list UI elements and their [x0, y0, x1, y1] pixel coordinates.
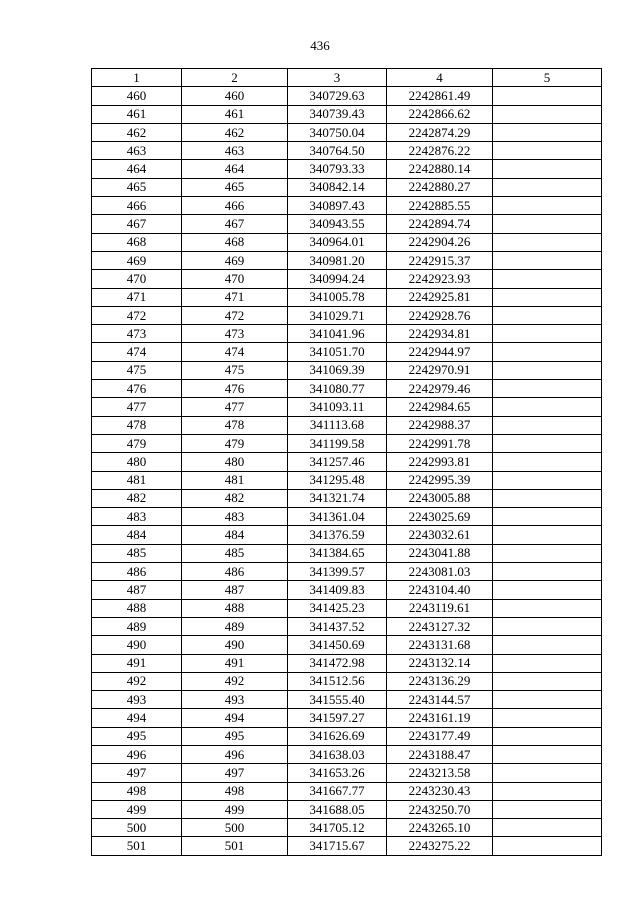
- table-cell-col-4: 2242874.29: [387, 123, 493, 141]
- page-number: 436: [310, 38, 330, 53]
- table-cell-col-3: 341257.46: [288, 453, 387, 471]
- table-cell-col-4: 2243104.40: [387, 581, 493, 599]
- table-cell-col-1: 496: [92, 745, 182, 763]
- table-cell-col-2: 463: [182, 142, 288, 160]
- table-cell-col-1: 469: [92, 251, 182, 269]
- table-cell-col-1: 482: [92, 489, 182, 507]
- table-cell-col-1: 473: [92, 325, 182, 343]
- table-cell-col-3: 341069.39: [288, 361, 387, 379]
- table-cell-col-1: 491: [92, 654, 182, 672]
- table-header-row: [92, 69, 602, 87]
- table-cell-col-2: 486: [182, 563, 288, 581]
- table-cell-col-3: 341597.27: [288, 709, 387, 727]
- table-cell-col-5: [493, 178, 602, 196]
- table-cell-col-2: 468: [182, 233, 288, 251]
- table-cell-col-2: 497: [182, 764, 288, 782]
- table-row: [92, 672, 602, 690]
- table-cell-col-4: 2243250.70: [387, 800, 493, 818]
- table-cell-col-2: 481: [182, 471, 288, 489]
- table-cell-col-5: [493, 709, 602, 727]
- table-cell-col-3: 340964.01: [288, 233, 387, 251]
- table-cell-col-1: 495: [92, 727, 182, 745]
- table-cell-col-5: [493, 636, 602, 654]
- table-cell-col-2: 472: [182, 306, 288, 324]
- table-row: [92, 215, 602, 233]
- column-header-2: 2: [182, 69, 288, 87]
- table-cell-col-3: 340897.43: [288, 197, 387, 215]
- column-header-5: 5: [493, 69, 602, 87]
- table-cell-col-5: [493, 453, 602, 471]
- table-cell-col-2: 479: [182, 434, 288, 452]
- column-header-3: 3: [288, 69, 387, 87]
- table-cell-col-4: 2243041.88: [387, 544, 493, 562]
- table-cell-col-2: 494: [182, 709, 288, 727]
- table-cell-col-2: 491: [182, 654, 288, 672]
- table-row: [92, 416, 602, 434]
- table-cell-col-4: 2242904.26: [387, 233, 493, 251]
- table-cell-col-5: [493, 270, 602, 288]
- table-cell-col-2: 500: [182, 819, 288, 837]
- column-header-4: 4: [387, 69, 493, 87]
- table-cell-col-5: [493, 782, 602, 800]
- table-cell-col-5: [493, 233, 602, 251]
- table-cell-col-1: 497: [92, 764, 182, 782]
- table-cell-col-1: 498: [92, 782, 182, 800]
- table-row: [92, 544, 602, 562]
- table-cell-col-1: 500: [92, 819, 182, 837]
- table-cell-col-1: 475: [92, 361, 182, 379]
- table-cell-col-3: 341667.77: [288, 782, 387, 800]
- table-cell-col-1: 472: [92, 306, 182, 324]
- table-row: [92, 837, 602, 855]
- table-cell-col-1: 490: [92, 636, 182, 654]
- table-cell-col-3: 341425.23: [288, 599, 387, 617]
- table-cell-col-3: 340750.04: [288, 123, 387, 141]
- table-cell-col-4: 2243127.32: [387, 617, 493, 635]
- table-cell-col-4: 2242991.78: [387, 434, 493, 452]
- table-cell-col-1: 478: [92, 416, 182, 434]
- table-cell-col-3: 340994.24: [288, 270, 387, 288]
- table-cell-col-1: 481: [92, 471, 182, 489]
- table-cell-col-2: 489: [182, 617, 288, 635]
- table-cell-col-3: 341361.04: [288, 508, 387, 526]
- table-cell-col-4: 2243265.10: [387, 819, 493, 837]
- table-cell-col-5: [493, 306, 602, 324]
- table-cell-col-3: 341638.03: [288, 745, 387, 763]
- table-cell-col-4: 2242880.14: [387, 160, 493, 178]
- table-cell-col-4: 2243177.49: [387, 727, 493, 745]
- table-row: [92, 306, 602, 324]
- table-cell-col-3: 341029.71: [288, 306, 387, 324]
- table-cell-col-1: 484: [92, 526, 182, 544]
- table-cell-col-5: [493, 691, 602, 709]
- table-row: [92, 123, 602, 141]
- table-cell-col-2: 471: [182, 288, 288, 306]
- table-cell-col-4: 2243081.03: [387, 563, 493, 581]
- table-cell-col-4: 2243275.22: [387, 837, 493, 855]
- table-cell-col-2: 478: [182, 416, 288, 434]
- table-cell-col-4: 2242988.37: [387, 416, 493, 434]
- table-cell-col-2: 487: [182, 581, 288, 599]
- table-cell-col-3: 341080.77: [288, 380, 387, 398]
- table-cell-col-3: 340764.50: [288, 142, 387, 160]
- table-cell-col-3: 341051.70: [288, 343, 387, 361]
- table-cell-col-4: 2242934.81: [387, 325, 493, 343]
- table-cell-col-3: 341437.52: [288, 617, 387, 635]
- table-row: [92, 709, 602, 727]
- table-cell-col-2: 477: [182, 398, 288, 416]
- table-cell-col-4: 2242923.93: [387, 270, 493, 288]
- table-cell-col-1: 485: [92, 544, 182, 562]
- table-row: [92, 691, 602, 709]
- table-cell-col-2: 501: [182, 837, 288, 855]
- table-row: [92, 270, 602, 288]
- table-cell-col-2: 465: [182, 178, 288, 196]
- coordinates-table: [91, 68, 602, 856]
- table-cell-col-4: 2243119.61: [387, 599, 493, 617]
- table-cell-col-2: 466: [182, 197, 288, 215]
- table-row: [92, 526, 602, 544]
- table-cell-col-4: 2242894.74: [387, 215, 493, 233]
- table-cell-col-4: 2243144.57: [387, 691, 493, 709]
- table-cell-col-3: 341705.12: [288, 819, 387, 837]
- table-row: [92, 197, 602, 215]
- table-cell-col-5: [493, 288, 602, 306]
- table-cell-col-3: 341555.40: [288, 691, 387, 709]
- table-cell-col-3: 340729.63: [288, 87, 387, 105]
- table-cell-col-5: [493, 380, 602, 398]
- table-row: [92, 380, 602, 398]
- table-cell-col-1: 488: [92, 599, 182, 617]
- table-cell-col-5: [493, 837, 602, 855]
- table-cell-col-3: 340943.55: [288, 215, 387, 233]
- table-cell-col-1: 468: [92, 233, 182, 251]
- table-cell-col-5: [493, 142, 602, 160]
- table-row: [92, 636, 602, 654]
- table-cell-col-2: 476: [182, 380, 288, 398]
- table-cell-col-2: 474: [182, 343, 288, 361]
- table-cell-col-5: [493, 727, 602, 745]
- table-row: [92, 398, 602, 416]
- table-row: [92, 654, 602, 672]
- table-cell-col-5: [493, 87, 602, 105]
- table-cell-col-4: 2242866.62: [387, 105, 493, 123]
- table-cell-col-4: 2243025.69: [387, 508, 493, 526]
- table-cell-col-1: 461: [92, 105, 182, 123]
- table-cell-col-1: 466: [92, 197, 182, 215]
- table-cell-col-1: 494: [92, 709, 182, 727]
- table-cell-col-2: 482: [182, 489, 288, 507]
- table-cell-col-5: [493, 599, 602, 617]
- table-cell-col-3: 340739.43: [288, 105, 387, 123]
- table-row: [92, 800, 602, 818]
- table-row: [92, 233, 602, 251]
- table-cell-col-2: 467: [182, 215, 288, 233]
- table-cell-col-5: [493, 471, 602, 489]
- table-cell-col-3: 341653.26: [288, 764, 387, 782]
- table-cell-col-5: [493, 251, 602, 269]
- table-row: [92, 434, 602, 452]
- table-cell-col-1: 471: [92, 288, 182, 306]
- table-cell-col-4: 2243131.68: [387, 636, 493, 654]
- table-row: [92, 361, 602, 379]
- table-cell-col-1: 463: [92, 142, 182, 160]
- table-cell-col-3: 341093.11: [288, 398, 387, 416]
- table-cell-col-1: 470: [92, 270, 182, 288]
- table-cell-col-1: 483: [92, 508, 182, 526]
- table-cell-col-4: 2243161.19: [387, 709, 493, 727]
- table-cell-col-4: 2242925.81: [387, 288, 493, 306]
- table-cell-col-2: 493: [182, 691, 288, 709]
- table-cell-col-3: 340793.33: [288, 160, 387, 178]
- table-cell-col-2: 480: [182, 453, 288, 471]
- table-cell-col-2: 490: [182, 636, 288, 654]
- table-cell-col-2: 496: [182, 745, 288, 763]
- table-row: [92, 727, 602, 745]
- table-cell-col-2: 464: [182, 160, 288, 178]
- table-cell-col-1: 493: [92, 691, 182, 709]
- table-cell-col-1: 460: [92, 87, 182, 105]
- table-cell-col-3: 341688.05: [288, 800, 387, 818]
- table-cell-col-5: [493, 197, 602, 215]
- table-cell-col-3: 341321.74: [288, 489, 387, 507]
- table-row: [92, 160, 602, 178]
- table-cell-col-4: 2243132.14: [387, 654, 493, 672]
- table-row: [92, 563, 602, 581]
- table-cell-col-3: 341384.65: [288, 544, 387, 562]
- table-cell-col-3: 341626.69: [288, 727, 387, 745]
- table-cell-col-1: 489: [92, 617, 182, 635]
- table-cell-col-5: [493, 508, 602, 526]
- table-cell-col-3: 341376.59: [288, 526, 387, 544]
- table-cell-col-2: 495: [182, 727, 288, 745]
- table-cell-col-2: 461: [182, 105, 288, 123]
- table-cell-col-3: 341399.57: [288, 563, 387, 581]
- table-cell-col-5: [493, 434, 602, 452]
- table-row: [92, 251, 602, 269]
- table-cell-col-2: 484: [182, 526, 288, 544]
- table-cell-col-1: 501: [92, 837, 182, 855]
- table-row: [92, 764, 602, 782]
- table-cell-col-4: 2243230.43: [387, 782, 493, 800]
- table-cell-col-2: 492: [182, 672, 288, 690]
- table-cell-col-5: [493, 563, 602, 581]
- table-cell-col-4: 2242885.55: [387, 197, 493, 215]
- table-cell-col-5: [493, 654, 602, 672]
- table-cell-col-1: 477: [92, 398, 182, 416]
- table-cell-col-1: 487: [92, 581, 182, 599]
- table-cell-col-4: 2243005.88: [387, 489, 493, 507]
- table-cell-col-3: 341113.68: [288, 416, 387, 434]
- table-cell-col-4: 2242944.97: [387, 343, 493, 361]
- table-cell-col-5: [493, 160, 602, 178]
- table-cell-col-3: 340842.14: [288, 178, 387, 196]
- table-cell-col-4: 2242984.65: [387, 398, 493, 416]
- table-row: [92, 581, 602, 599]
- table-cell-col-5: [493, 105, 602, 123]
- table-cell-col-4: 2243032.61: [387, 526, 493, 544]
- table-cell-col-5: [493, 343, 602, 361]
- table-cell-col-4: 2242993.81: [387, 453, 493, 471]
- table-cell-col-2: 460: [182, 87, 288, 105]
- table-row: [92, 87, 602, 105]
- table-cell-col-3: 341512.56: [288, 672, 387, 690]
- table-cell-col-2: 462: [182, 123, 288, 141]
- table-cell-col-4: 2242876.22: [387, 142, 493, 160]
- table-cell-col-2: 475: [182, 361, 288, 379]
- table-cell-col-5: [493, 819, 602, 837]
- table-row: [92, 617, 602, 635]
- table-cell-col-1: 464: [92, 160, 182, 178]
- table-body: [92, 87, 602, 855]
- table-cell-col-3: 341295.48: [288, 471, 387, 489]
- table-row: [92, 178, 602, 196]
- table-row: [92, 489, 602, 507]
- table-row: [92, 142, 602, 160]
- table-cell-col-4: 2242861.49: [387, 87, 493, 105]
- table-row: [92, 471, 602, 489]
- table-cell-col-3: 341715.67: [288, 837, 387, 855]
- table-row: [92, 782, 602, 800]
- table-row: [92, 745, 602, 763]
- table-cell-col-2: 469: [182, 251, 288, 269]
- table-cell-col-4: 2242928.76: [387, 306, 493, 324]
- table-cell-col-3: 340981.20: [288, 251, 387, 269]
- table-cell-col-5: [493, 526, 602, 544]
- table-cell-col-1: 480: [92, 453, 182, 471]
- table-cell-col-4: 2243188.47: [387, 745, 493, 763]
- table-cell-col-3: 341409.83: [288, 581, 387, 599]
- table-cell-col-5: [493, 489, 602, 507]
- table-cell-col-4: 2242880.27: [387, 178, 493, 196]
- table-cell-col-3: 341472.98: [288, 654, 387, 672]
- table-cell-col-5: [493, 123, 602, 141]
- table-cell-col-4: 2242995.39: [387, 471, 493, 489]
- table-row: [92, 288, 602, 306]
- table-cell-col-4: 2242970.91: [387, 361, 493, 379]
- table-cell-col-4: 2243213.58: [387, 764, 493, 782]
- table-cell-col-5: [493, 398, 602, 416]
- table-row: [92, 343, 602, 361]
- table-cell-col-2: 470: [182, 270, 288, 288]
- table-cell-col-2: 498: [182, 782, 288, 800]
- table-row: [92, 453, 602, 471]
- table-cell-col-5: [493, 800, 602, 818]
- table-cell-col-4: 2242915.37: [387, 251, 493, 269]
- table-cell-col-5: [493, 325, 602, 343]
- table-cell-col-5: [493, 581, 602, 599]
- table-cell-col-1: 462: [92, 123, 182, 141]
- table-cell-col-5: [493, 416, 602, 434]
- table-cell-col-3: 341041.96: [288, 325, 387, 343]
- table-cell-col-1: 479: [92, 434, 182, 452]
- table-cell-col-1: 476: [92, 380, 182, 398]
- table-cell-col-5: [493, 672, 602, 690]
- table-cell-col-4: 2243136.29: [387, 672, 493, 690]
- table-cell-col-5: [493, 617, 602, 635]
- column-header-1: 1: [92, 69, 182, 87]
- table-row: [92, 599, 602, 617]
- table-cell-col-1: 486: [92, 563, 182, 581]
- table-cell-col-1: 467: [92, 215, 182, 233]
- table-cell-col-5: [493, 764, 602, 782]
- table-cell-col-2: 488: [182, 599, 288, 617]
- table-cell-col-1: 492: [92, 672, 182, 690]
- table-cell-col-2: 473: [182, 325, 288, 343]
- table-cell-col-3: 341450.69: [288, 636, 387, 654]
- table-cell-col-3: 341005.78: [288, 288, 387, 306]
- table-row: [92, 819, 602, 837]
- table-row: [92, 508, 602, 526]
- table-cell-col-5: [493, 215, 602, 233]
- table-cell-col-4: 2242979.46: [387, 380, 493, 398]
- table-cell-col-5: [493, 745, 602, 763]
- table-row: [92, 105, 602, 123]
- table-cell-col-2: 499: [182, 800, 288, 818]
- table-cell-col-5: [493, 544, 602, 562]
- table-cell-col-2: 483: [182, 508, 288, 526]
- table-cell-col-5: [493, 361, 602, 379]
- table-row: [92, 325, 602, 343]
- table-cell-col-3: 341199.58: [288, 434, 387, 452]
- table-cell-col-1: 465: [92, 178, 182, 196]
- table-cell-col-2: 485: [182, 544, 288, 562]
- table-cell-col-1: 499: [92, 800, 182, 818]
- table-cell-col-1: 474: [92, 343, 182, 361]
